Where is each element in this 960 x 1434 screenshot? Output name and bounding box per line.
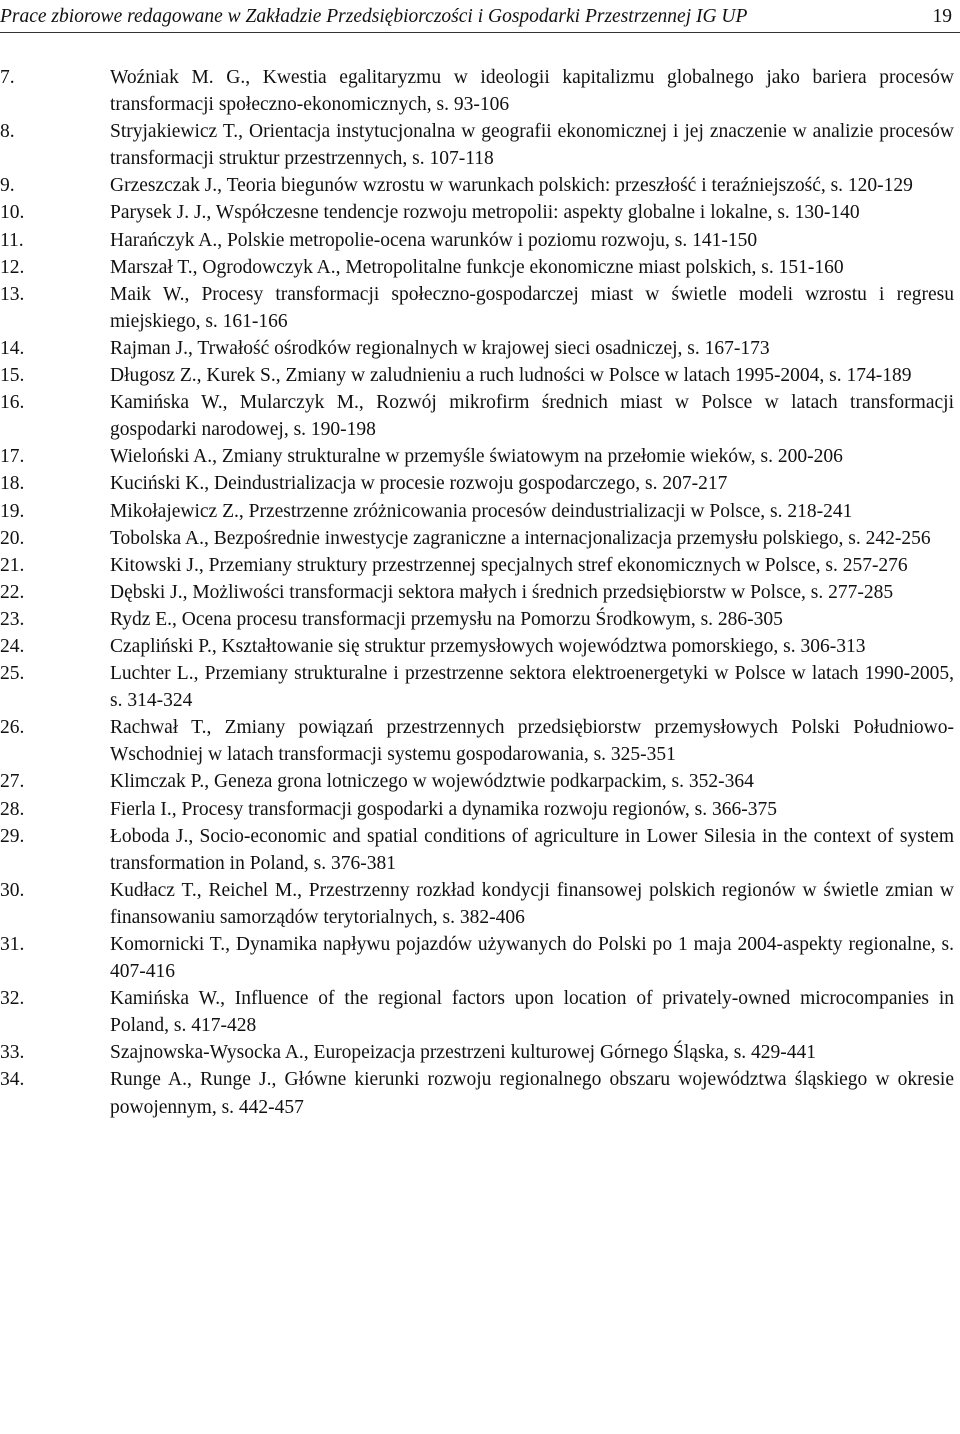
reference-item bbox=[0, 443, 960, 470]
reference-number: 30. bbox=[0, 879, 25, 901]
reference-text: Czapliński P., Kształtowanie się struktur przemysłowych województwa pomorskiego, s. 306-313 bbox=[110, 635, 866, 657]
reference-text: Szajnowska-Wysocka A., Europeizacja przestrzeni kulturowej Górnego Śląska, s. 429-441 bbox=[110, 1042, 817, 1064]
reference-number: 20. bbox=[0, 527, 25, 549]
reference-item bbox=[0, 199, 960, 226]
reference-number: 10. bbox=[0, 202, 25, 224]
page-number: 19 bbox=[932, 6, 952, 27]
reference-item bbox=[0, 985, 960, 1039]
reference-item bbox=[0, 335, 960, 362]
reference-text: Rydz E., Ocena procesu transformacji przemysłu na Pomorzu Środkowym, s. 286-305 bbox=[110, 608, 783, 630]
reference-number: 21. bbox=[0, 554, 25, 576]
reference-text: Stryjakiewicz T., Orientacja instytucjonalna w geografii ekonomicznej i jej znaczenie w analizie procesów transformacji struktur przestrzennych, s. 107-118 bbox=[110, 121, 954, 170]
reference-item bbox=[0, 796, 960, 823]
reference-item bbox=[0, 768, 960, 795]
reference-item bbox=[0, 64, 960, 118]
reference-item bbox=[0, 498, 960, 525]
reference-item bbox=[0, 606, 960, 633]
reference-item bbox=[0, 660, 960, 714]
reference-text: Długosz Z., Kurek S., Zmiany w zaludnieniu a ruch ludności w Polsce w latach 1995-2004, s. 174-189 bbox=[110, 365, 912, 387]
reference-item bbox=[0, 281, 960, 335]
reference-number: 33. bbox=[0, 1042, 25, 1064]
reference-text: Marszał T., Ogrodowczyk A., Metropolitalne funkcje ekonomiczne miast polskich, s. 151-160 bbox=[110, 256, 844, 278]
reference-text: Kitowski J., Przemiany struktury przestrzennej specjalnych stref ekonomicznych w Polsce, s. 257-276 bbox=[110, 554, 908, 576]
reference-item bbox=[0, 470, 960, 497]
reference-text: Dębski J., Możliwości transformacji sektora małych i średnich przedsiębiorstw w Polsce, s. 277-285 bbox=[110, 581, 894, 603]
reference-item bbox=[0, 1066, 960, 1120]
reference-text: Rachwał T., Zmiany powiązań przestrzennych przedsiębiorstw przemysłowych Polski Południowo-Wschodniej w latach transformacji systemu gospodarowania, s. 325-351 bbox=[110, 717, 954, 766]
reference-text: Kuciński K., Deindustrializacja w procesie rozwoju gospodarczego, s. 207-217 bbox=[110, 473, 728, 495]
page-header bbox=[0, 2, 960, 32]
reference-item bbox=[0, 1039, 960, 1066]
reference-text: Parysek J. J., Współczesne tendencje rozwoju metropolii: aspekty globalne i lokalne, s. 130-140 bbox=[110, 202, 860, 224]
reference-text: Klimczak P., Geneza grona lotniczego w województwie podkarpackim, s. 352-364 bbox=[110, 771, 754, 793]
reference-number: 34. bbox=[0, 1069, 25, 1091]
reference-number: 26. bbox=[0, 717, 25, 739]
reference-item bbox=[0, 118, 960, 172]
reference-number: 31. bbox=[0, 934, 25, 955]
reference-item bbox=[0, 254, 960, 281]
reference-text: Woźniak M. G., Kwestia egalitaryzmu w ideologii kapitalizmu globalnego jako bariera procesów transformacji społeczno-ekonomicznych, s. 93-106 bbox=[110, 67, 954, 116]
reference-item bbox=[0, 172, 960, 199]
reference-number: 15. bbox=[0, 365, 25, 387]
reference-item bbox=[0, 227, 960, 254]
reference-number: 19. bbox=[0, 500, 25, 522]
reference-number: 13. bbox=[0, 283, 25, 305]
reference-text: Maik W., Procesy transformacji społeczno-gospodarczej miast w świetle modeli wzrostu i regresu miejskiego, s. 161-166 bbox=[110, 283, 954, 332]
reference-item bbox=[0, 877, 960, 931]
reference-text: Fierla I., Procesy transformacji gospodarki a dynamika rozwoju regionów, s. 366-375 bbox=[110, 798, 777, 820]
reference-number: 25. bbox=[0, 663, 25, 685]
reference-item bbox=[0, 931, 960, 985]
reference-text: Runge A., Runge J., Główne kierunki rozwoju regionalnego obszaru województwa śląskiego w okresie powojennym, s. 442-457 bbox=[110, 1069, 954, 1118]
reference-number: 27. bbox=[0, 771, 25, 793]
reference-item bbox=[0, 633, 960, 660]
reference-number: 22. bbox=[0, 581, 25, 603]
reference-item bbox=[0, 823, 960, 877]
reference-item bbox=[0, 389, 960, 443]
reference-number: 24. bbox=[0, 635, 25, 657]
reference-text: Tobolska A., Bezpośrednie inwestycje zagraniczne a internacjonalizacja przemysłu polskiego, s. 242-256 bbox=[110, 527, 931, 549]
reference-item bbox=[0, 362, 960, 389]
reference-number: 8. bbox=[0, 121, 15, 143]
running-header-title: Prace zbiorowe redagowane w Zakładzie Przedsiębiorczości i Gospodarki Przestrzennej IG UP bbox=[0, 6, 748, 27]
reference-number: 11. bbox=[0, 229, 24, 251]
reference-number: 29. bbox=[0, 825, 25, 847]
reference-text: Łoboda J., Socio-economic and spatial conditions of agriculture in Lower Silesia in the context of system transformation in Poland, s. 376-381 bbox=[110, 825, 954, 874]
reference-text: Komornicki T., Dynamika napływu pojazdów używanych do Polski po 1 maja 2004-aspekty regionalne, s. 407-416 bbox=[110, 934, 954, 983]
reference-text: Luchter L., Przemiany strukturalne i przestrzenne sektora elektroenergetyki w Polsce w latach 1990-2005, s. 314-324 bbox=[110, 663, 954, 712]
reference-text: Wieloński A., Zmiany strukturalne w przemyśle światowym na przełomie wieków, s. 200-206 bbox=[110, 446, 843, 468]
reference-number: 16. bbox=[0, 392, 25, 414]
reference-item bbox=[0, 552, 960, 579]
reference-number: 18. bbox=[0, 473, 25, 495]
reference-number: 9. bbox=[0, 175, 15, 197]
reference-number: 23. bbox=[0, 608, 25, 630]
reference-list bbox=[0, 64, 960, 1121]
reference-item bbox=[0, 714, 960, 768]
reference-item bbox=[0, 579, 960, 606]
reference-number: 32. bbox=[0, 988, 25, 1010]
reference-text: Kudłacz T., Reichel M., Przestrzenny rozkład kondycji finansowej polskich regionów w świetle zmian w finansowaniu samorządów terytorialnych, s. 382-406 bbox=[110, 879, 954, 928]
reference-text: Grzeszczak J., Teoria biegunów wzrostu w warunkach polskich: przeszłość i teraźniejszość, s. 120-129 bbox=[110, 175, 913, 197]
reference-number: 28. bbox=[0, 798, 25, 820]
reference-number: 12. bbox=[0, 256, 25, 278]
reference-item bbox=[0, 525, 960, 552]
reference-text: Kamińska W., Mularczyk M., Rozwój mikrofirm średnich miast w Polsce w latach transformacji gospodarki narodowej, s. 190-198 bbox=[110, 392, 954, 441]
reference-number: 14. bbox=[0, 337, 25, 359]
reference-number: 7. bbox=[0, 67, 15, 88]
reference-text: Harańczyk A., Polskie metropolie-ocena warunków i poziomu rozwoju, s. 141-150 bbox=[110, 229, 758, 251]
reference-text: Kamińska W., Influence of the regional factors upon location of privately-owned microcompanies in Poland, s. 417-428 bbox=[110, 988, 954, 1037]
reference-text: Mikołajewicz Z., Przestrzenne zróżnicowania procesów deindustrializacji w Polsce, s. 218-241 bbox=[110, 500, 853, 522]
reference-text: Rajman J., Trwałość ośrodków regionalnych w krajowej sieci osadniczej, s. 167-173 bbox=[110, 337, 770, 359]
reference-number: 17. bbox=[0, 446, 25, 468]
header-divider bbox=[0, 32, 960, 33]
